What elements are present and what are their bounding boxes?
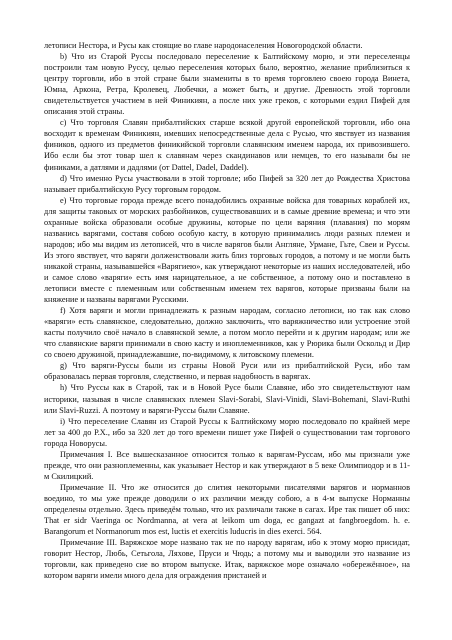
document-body: [44, 40, 410, 581]
paragraph: b) Что из Старой Руссы последовало переселение к Балтийскому морю, и эти переселенцы построили там новую Руссу, целью переселения которых было, вероятно, желание приблизиться к центру торговли, ибо в этой стране были знамениты в то время торговлею своею города Винета, Юмна, Аркона, Ретра, Кролевец, Любечки, а может быть, и другие. Древность этой торговли свидетельствуется участием в ней Финикиян, а после них уже греков, с которыми ездил Пифей для описания этой страны.: [44, 52, 410, 117]
paragraph: летописи Нестора, и Русы как стоящие во главе народонаселения Новогородской области.: [44, 41, 363, 50]
paragraph: d) Что именно Русы участвовали в этой торговле; ибо Пифей за 320 лет до Рождества Христова называет прибалтийскую Русу торговым городом.: [44, 173, 410, 194]
paragraph: g) Что варяги-Руссы были из страны Новой Руси или из прибалтийской Руси, ибо там образовалась первая торговля, следственно, и первая надобность в варягах.: [44, 361, 410, 382]
paragraph: h) Что Руссы как в Старой, так и в Новой Русе были Славяне, ибо это свидетельствуют нам историки, называя в числе славянских племен Slavi-Sorabi, Slavi-Vinidi, Slavi-Bohemani, Slavi-Ruthi или Slavi-Ruzzi. А поэтому и варяги-Руссы были Славяне.: [44, 383, 410, 415]
paragraph: Примечание III. Варяжское море названо так не по народу варягам, ибо к этому морю присидат, говорит Нестор, Любь, Сетьгола, Ляхове, Пруси и Чюдь; а потому мы и выводили это название из торговли, как приведено сие во втором выпуске. Итак, варяжское море означало «обережённое», на котором варяги имели много дела для ограждения пристаней и: [44, 538, 410, 581]
paragraph: Примечание II. Что же относится до слития некоторыми писателями варягов и норманнов воедино, то мы уже прежде доводили о их различии между собою, а в 4-м выпуске Норманны определены отдельно. Здесь приведём только, что их различали также в сагах. Ире так пишет об них: That er sidr Vaeringa oc Nordmanna, at vera at leikom um doga, ec gangazt at fangbroegdom. h. e. Barangorum et Normanorum mos est, luctis et exercitis luducris in dies exerci. 564.: [44, 482, 410, 537]
paragraph: c) Что торговля Славян прибалтийских старше всякой другой европейской торговли, ибо она восходит к временам Финикиян, имевших непосредственные дела с Русью, что явствует из названия фиников, одного из предметов финикийской торговли славянским именем народа, их привозившего. Ибо если бы этот товар шел к славянам через скандинавов или немцев, то его называли бы не финиками, а датлями и дадлями (от Dattel, Dadel, Daddel).: [44, 118, 410, 172]
paragraph: f) Хотя варяги и могли принадлежать к разным народам, согласно летописи, но так как слово «варяги» есть славянское, следовательно, должно заключить, что варяжничество или устроение этой касты получило своё начало в славянской земле, а потом могло перейти и к другим народам; или же что славянские варяги принимали в свою касту и иноплеменников, как у Рюрика были Оскольд и Дир со своею дружиной, принадлежавшие, по-видимому, к литовскому племени.: [44, 306, 410, 360]
paragraph: i) Что переселение Славян из Старой Руссы к Балтийскому морю последовало по крайней мере лет за 400 до Р.Х., ибо за 320 лет до того времени пишет уже Пифей о существовании там торгового города Новорусы.: [44, 416, 410, 448]
paragraph: Примечания I. Все вышесказанное относится только к варягам-Руссам, ибо мы признали уже прежде, что они разноплеменны, как указывает Нестор и как утверждают в 5 веке Олимпиодор и в 11-м Скилицкий.: [44, 449, 410, 481]
paragraph: e) Что торговые города прежде всего понадобились охранные войска для товарных кораблей их, для защиты таковых от морских разбойников, существовавших и в самые древние времена; и что эти охранные войска образовали особые дружины, которые по цели варяния (плавания) по морям названись варягами, составя собою особую касту, в которую принимались люди разных племен и народов; ибо мы видим из летописей, что в числе варягов были Англяне, Урмане, Гьте, Свеи и Руссы. Из этого явствует, что варяги долженствовали жить близ торговых городов, а потому и не могли быть никакой страны, называвшейся «Варягиею», как утверждают некоторые из наших исследователей, ибо и самое слово «варяги» есть имя нарицательное, а не собственное, а потому оно и поставлено в летописи вместе с племенным или собственным именем тех варягов, которые призваны были на княжение и названы варягами Русскими.: [44, 195, 410, 305]
